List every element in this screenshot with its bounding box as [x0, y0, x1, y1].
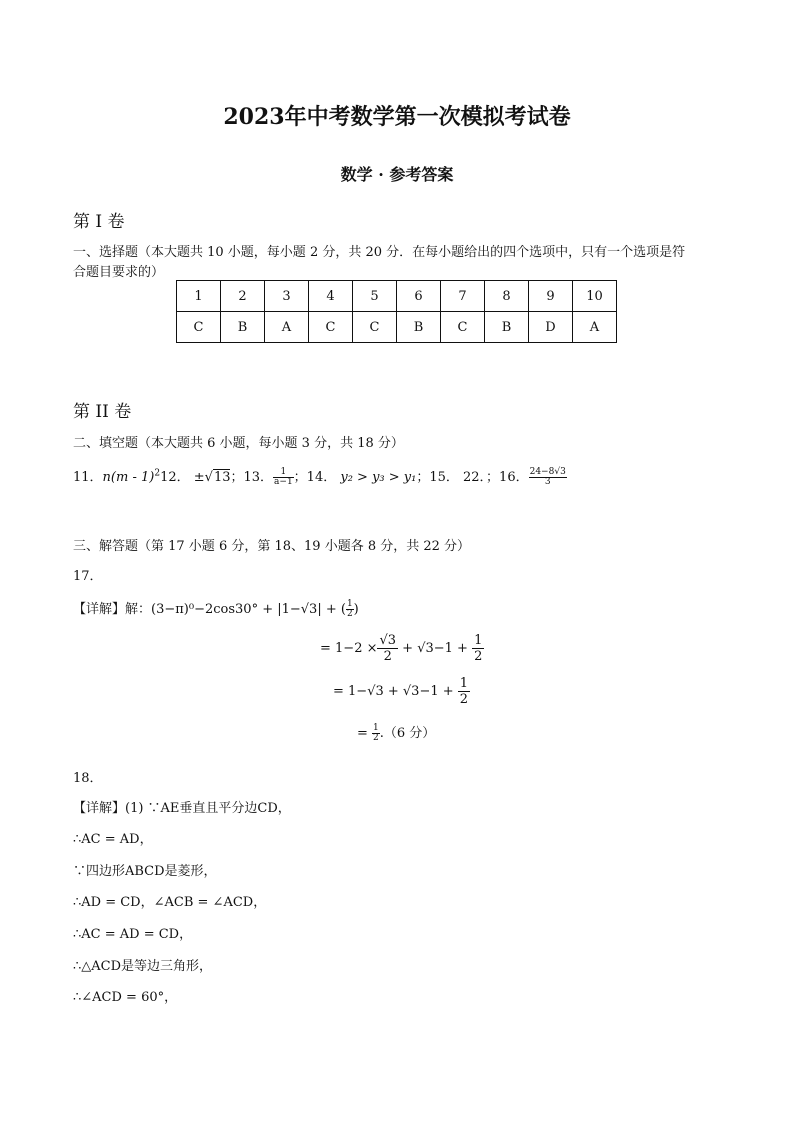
q17-fraction — [346, 600, 354, 619]
multiple-choice-answer-table — [176, 280, 617, 343]
q18-line-2: ∵四边形ABCD是菱形， — [73, 864, 217, 879]
table-cell: 3 — [265, 281, 309, 312]
table-row-answers — [177, 312, 617, 343]
section-1-instruction-cont: 合题目要求的） — [73, 265, 165, 280]
q15-q16-prefix: ；15． 22．；16． — [416, 470, 529, 485]
page-title: 2023年中考数学第一次模拟考试卷 — [223, 104, 571, 130]
q17-step2-num: 1 — [459, 676, 469, 691]
q17-step1-den2: 2 — [474, 649, 483, 664]
table-cell: 10 — [573, 281, 617, 312]
table-cell: 7 — [441, 281, 485, 312]
table-cell: B — [485, 312, 529, 343]
table-cell: C — [353, 312, 397, 343]
q17-line-3 — [357, 722, 435, 743]
q13-numerator: 1 — [273, 468, 294, 478]
table-cell: 2 — [221, 281, 265, 312]
table-cell: 4 — [309, 281, 353, 312]
volume-2-heading: 第 II 卷 — [73, 402, 132, 422]
q17-line-1 — [320, 633, 484, 664]
table-cell: D — [529, 312, 573, 343]
q16-numerator: 24−8√3 — [529, 467, 566, 477]
q13-denominator: a−1 — [274, 477, 293, 487]
q17-detail-head: 【详解】解： — [73, 602, 152, 617]
q17-step2-a: = 1−√3 + √3−1 + — [333, 684, 458, 699]
q16-fraction — [529, 468, 567, 487]
table-cell: 5 — [353, 281, 397, 312]
table-cell: A — [265, 312, 309, 343]
q17-line-0 — [73, 598, 359, 619]
table-row-numbers — [177, 281, 617, 312]
q17-step1-b: + √3−1 + — [398, 641, 473, 656]
q17-step3-frac — [372, 724, 380, 743]
q17-step2-den: 2 — [459, 692, 469, 707]
q18-line-4: ∴AC = AD = CD， — [73, 927, 193, 942]
sqrt-icon: √ — [204, 470, 213, 485]
q17-expr: (3−π)⁰−2cos30° + |1−√3| + ( — [151, 602, 346, 617]
section-1-instruction: 一、选择题（本大题共 10 小题，每小题 2 分，共 20 分．在每小题给出的四个选项中，只有一个选项是符 — [73, 245, 686, 260]
table-cell: 1 — [177, 281, 221, 312]
q17-step3-a: = — [357, 726, 373, 741]
table-cell: B — [221, 312, 265, 343]
table-cell: A — [573, 312, 617, 343]
q13-fraction — [273, 468, 294, 487]
table-cell: C — [177, 312, 221, 343]
q17-step3-num: 1 — [373, 723, 379, 733]
q17-frac-num: 1 — [346, 599, 353, 609]
table-cell: B — [397, 312, 441, 343]
q18-line-5: ∴△ACD是等边三角形， — [73, 959, 213, 974]
q11-expr: n(m - 1) — [102, 470, 155, 485]
q18-line-6: ∴∠ACD = 60°， — [73, 990, 178, 1005]
q18-line-3: ∴AD = CD，∠ACB = ∠ACD， — [73, 895, 267, 910]
q17-step1-frac — [377, 633, 398, 664]
q14-prefix: ；14． — [293, 470, 341, 485]
q12-prefix: 12． ± — [160, 470, 205, 485]
q12-root: 13 — [213, 470, 231, 485]
volume-1-heading: 第 I 卷 — [73, 212, 125, 232]
table-cell: 9 — [529, 281, 573, 312]
section-3-instruction: 三、解答题（第 17 小题 6 分，第 18、19 小题各 8 分，共 22 分） — [73, 539, 471, 554]
q17-step1-den: 2 — [383, 649, 392, 664]
q18-line-1: ∴AC = AD， — [73, 832, 153, 847]
q17-frac-den: 2 — [346, 609, 353, 619]
q14-expr: y₂ > y₃ > y₁ — [340, 470, 417, 485]
q17-step1-num: √3 — [379, 633, 397, 648]
q18-label: 18． — [73, 771, 103, 786]
q13-prefix: ；13． — [230, 470, 274, 485]
table-cell: 6 — [397, 281, 441, 312]
q17-step1-num2: 1 — [474, 633, 483, 648]
table-cell: C — [441, 312, 485, 343]
q17-expr-end: ) — [353, 602, 359, 617]
q18-line-0: 【详解】(1) ∵AE垂直且平分边CD， — [73, 801, 291, 816]
section-2-instruction: 二、填空题（本大题共 6 小题，每小题 3 分，共 18 分） — [73, 436, 404, 451]
q16-denominator: 3 — [544, 477, 551, 487]
q17-line-2 — [333, 676, 470, 707]
q11-exponent: 2 — [154, 468, 161, 479]
q17-step1-a: = 1−2 × — [320, 641, 378, 656]
q17-label: 17． — [73, 569, 103, 584]
fill-in-answers — [73, 466, 567, 487]
q17-step1-frac2 — [472, 633, 484, 664]
q17-step2-frac — [458, 676, 470, 707]
table-cell: 8 — [485, 281, 529, 312]
q17-step3-den: 2 — [373, 733, 379, 743]
page-subtitle: 数学 · 参考答案 — [340, 165, 454, 184]
q11-prefix: 11． — [73, 470, 103, 485]
q17-step3-b: .（6 分） — [379, 726, 436, 741]
table-cell: C — [309, 312, 353, 343]
